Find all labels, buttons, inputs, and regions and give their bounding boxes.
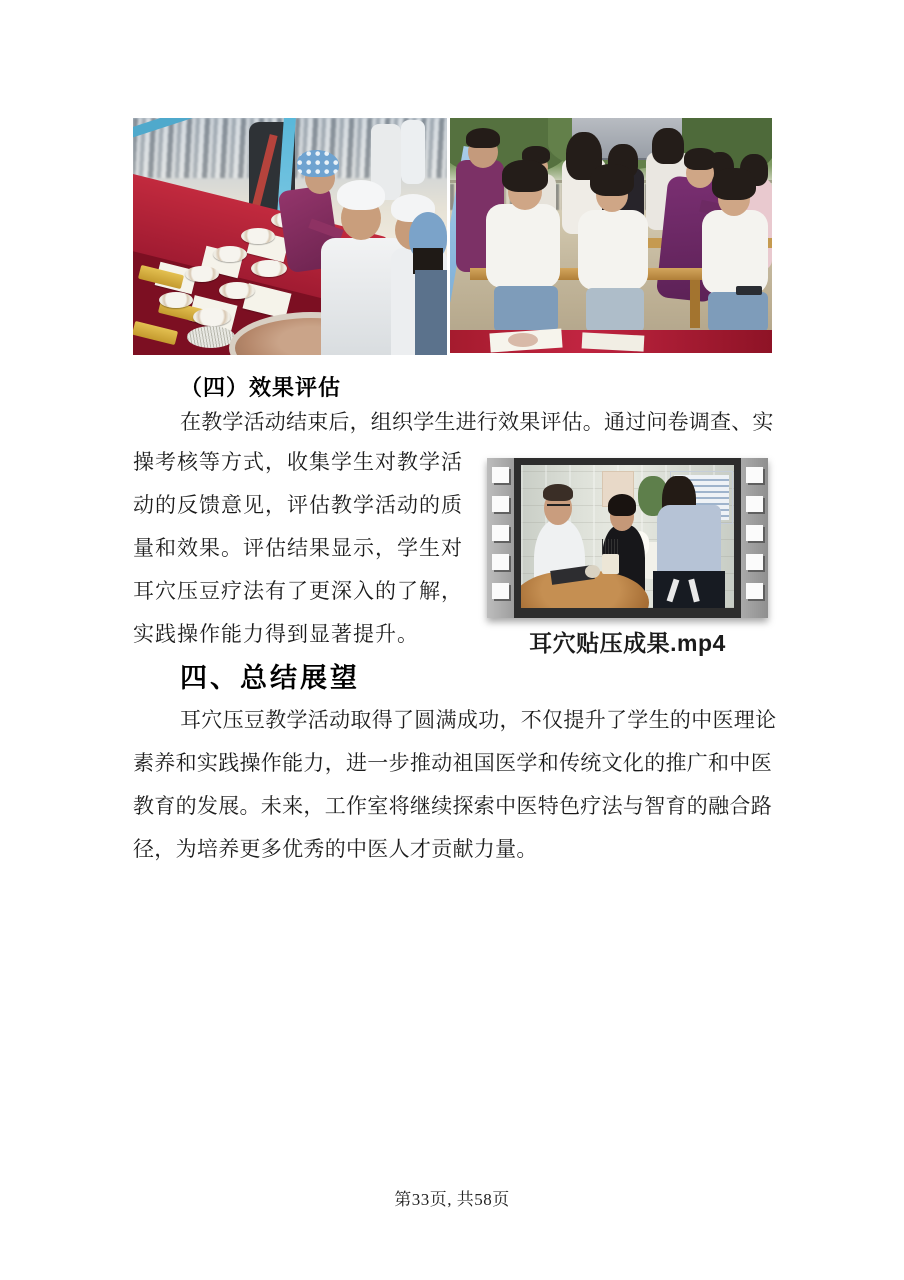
plate [241, 228, 275, 244]
video-thumbnail[interactable] [487, 458, 768, 618]
plate [213, 246, 247, 262]
doctor-hair [543, 484, 573, 501]
plate [185, 266, 219, 282]
film-strip-right [741, 458, 768, 618]
paragraph-line: 在教学活动结束后，组织学生进行效果评估。通过问卷调查、实 [180, 410, 774, 434]
film-hole [746, 467, 763, 483]
examiner-hair [684, 148, 716, 170]
girl-hair [712, 168, 756, 200]
small-jar [585, 565, 600, 578]
girl-jeans [494, 286, 558, 332]
white-coat-person [401, 120, 425, 184]
ear-chart-sketch [508, 333, 538, 347]
plate [219, 282, 255, 299]
paragraph-line: 实践操作能力得到显著提升。 [133, 622, 419, 646]
section-heading-effect-evaluation: （四）效果评估 [180, 375, 342, 400]
film-hole [492, 583, 509, 599]
paper-sheet [582, 332, 645, 351]
girl-jeans [708, 292, 768, 332]
plate [251, 260, 287, 277]
paragraph-line: 操考核等方式，收集学生对教学活 [133, 450, 463, 474]
student-hair [652, 128, 684, 164]
paragraph-line: 素养和实践操作能力，进一步推动祖国医学和传统文化的推广和中医 [133, 751, 772, 775]
video-filename-caption: 耳穴贴压成果.mp4 [529, 630, 726, 656]
video-still-image [521, 465, 734, 608]
phone [736, 286, 762, 295]
film-hole [746, 554, 763, 570]
film-hole [746, 583, 763, 599]
blue-floral-cap [297, 150, 339, 177]
seated-girl-white-tee [702, 210, 768, 294]
film-frame [514, 458, 741, 618]
film-hole [492, 554, 509, 570]
bench-leg [690, 280, 700, 328]
page-number-footer: 第33页, 共58页 [394, 1190, 510, 1209]
examiner-hair [466, 128, 500, 148]
white-cap [337, 180, 385, 210]
seated-person-blue-top [657, 505, 721, 579]
photo-ear-therapy-table [133, 118, 447, 355]
plate [159, 292, 193, 308]
film-hole [746, 525, 763, 541]
foreground-student [415, 270, 447, 355]
paragraph-line: 耳穴压豆疗法有了更深入的了解， [133, 579, 463, 603]
paragraph-line: 教育的发展。未来，工作室将继续探索中医特色疗法与智育的融合路 [133, 794, 772, 818]
brush-cup [602, 554, 619, 574]
film-hole [492, 525, 509, 541]
paragraph-line: 动的反馈意见，评估教学活动的质 [133, 493, 463, 517]
person-pants [653, 571, 725, 608]
film-hole [492, 496, 509, 512]
seated-girl-white-tee [578, 210, 648, 290]
paragraph-line: 量和效果。评估结果显示，学生对 [133, 536, 463, 560]
girl-hair [502, 160, 548, 192]
seated-girl-white-tee [486, 204, 560, 288]
section-heading-summary: 四、总结展望 [180, 663, 360, 693]
girl-hair [590, 164, 634, 196]
brush-sticks [602, 539, 619, 553]
photo-campus-ear-session [450, 118, 772, 353]
film-strip-left [487, 458, 514, 618]
glasses [547, 504, 570, 506]
girl-pants [586, 288, 644, 332]
film-hole [746, 496, 763, 512]
paragraph-line: 径，为培养更多优秀的中医人才贡献力量。 [133, 837, 538, 861]
film-hole [492, 467, 509, 483]
person-hair [608, 494, 636, 517]
cotton-swab-dish [187, 326, 235, 348]
plate [193, 308, 231, 326]
paragraph-line: 耳穴压豆教学活动取得了圆满成功，不仅提升了学生的中医理论 [180, 708, 777, 732]
